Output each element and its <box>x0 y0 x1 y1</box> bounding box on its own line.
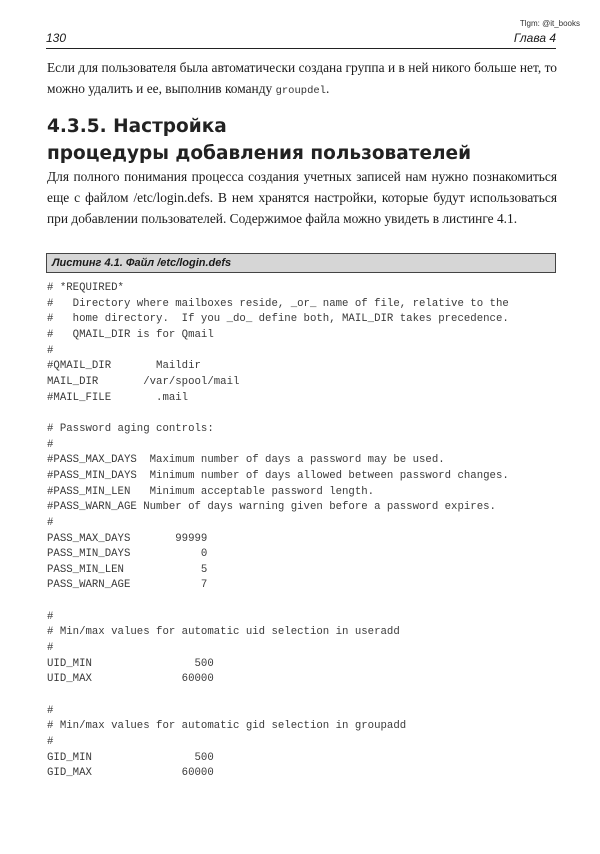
code-line: #PASS_WARN_AGE Number of days warning given before a password expires. <box>47 501 496 514</box>
section-heading-line2: процедуры добавления пользователей <box>47 143 472 164</box>
section-paragraph: Для полного понимания процесса создания учетных записей нам нужно познакомиться еще с файлом /etc/login.defs. В нем хранятся настройки, которые будут использоваться при добавлении пользователей. Содержимое файла можно увидеть в листинге 4.1. <box>47 169 557 226</box>
chapter-label: Глава 4 <box>513 31 556 45</box>
intro-text-after: . <box>326 81 330 96</box>
code-line: # Min/max values for automatic gid selection in groupadd <box>47 720 407 733</box>
page-number: 130 <box>46 31 67 45</box>
watermark: Tlgm: @it_books <box>519 19 580 28</box>
section-heading-line1: 4.3.5. Настройка <box>47 116 227 137</box>
code-line: #QMAIL_DIR Maildir <box>47 360 201 373</box>
code-line: # Min/max values for automatic uid selection in useradd <box>47 626 400 639</box>
code-line: # <box>47 438 54 451</box>
code-line: # <box>47 642 54 655</box>
code-line: #MAIL_FILE .mail <box>47 391 189 404</box>
code-line: PASS_WARN_AGE 7 <box>47 579 208 592</box>
code-line: #PASS_MIN_LEN Minimum acceptable password length. <box>47 485 375 498</box>
listing-title: Листинг 4.1. Файл /etc/login.defs <box>46 253 556 273</box>
code-line: # home directory. If you _do_ define both, MAIL_DIR takes precedence. <box>47 313 509 326</box>
code-line: PASS_MIN_DAYS 0 <box>47 548 208 561</box>
code-line: # Directory where mailboxes reside, _or_ name of file, relative to the <box>47 297 509 310</box>
code-line: GID_MIN 500 <box>47 751 214 764</box>
code-line: # *REQUIRED* <box>47 282 124 294</box>
code-line: # <box>47 610 54 623</box>
code-line: # <box>47 516 54 529</box>
code-line: # <box>47 344 54 357</box>
code-line: PASS_MIN_LEN 5 <box>47 563 208 576</box>
code-line: # QMAIL_DIR is for Qmail <box>47 328 214 341</box>
code-listing <box>47 281 509 782</box>
inline-command: groupdel <box>275 85 326 97</box>
code-line: #PASS_MIN_DAYS Minimum number of days allowed between password changes. <box>47 469 509 482</box>
code-line: # <box>47 704 54 717</box>
page-header <box>46 30 556 49</box>
section-heading <box>47 113 471 167</box>
code-line: GID_MAX 60000 <box>47 767 214 780</box>
code-line: PASS_MAX_DAYS 99999 <box>47 532 208 545</box>
code-line: UID_MAX 60000 <box>47 673 214 686</box>
intro-paragraph <box>47 57 557 102</box>
code-line: #PASS_MAX_DAYS Maximum number of days a password may be used. <box>47 454 445 467</box>
code-line: # Password aging controls: <box>47 422 214 435</box>
code-line: # <box>47 736 54 749</box>
code-line: MAIL_DIR /var/spool/mail <box>47 375 240 388</box>
code-line: UID_MIN 500 <box>47 657 214 670</box>
intro-text-before: Если для пользователя была автоматически создана группа и в ней никого больше нет, то можно удалить и ее, выполнив команду <box>47 60 557 96</box>
